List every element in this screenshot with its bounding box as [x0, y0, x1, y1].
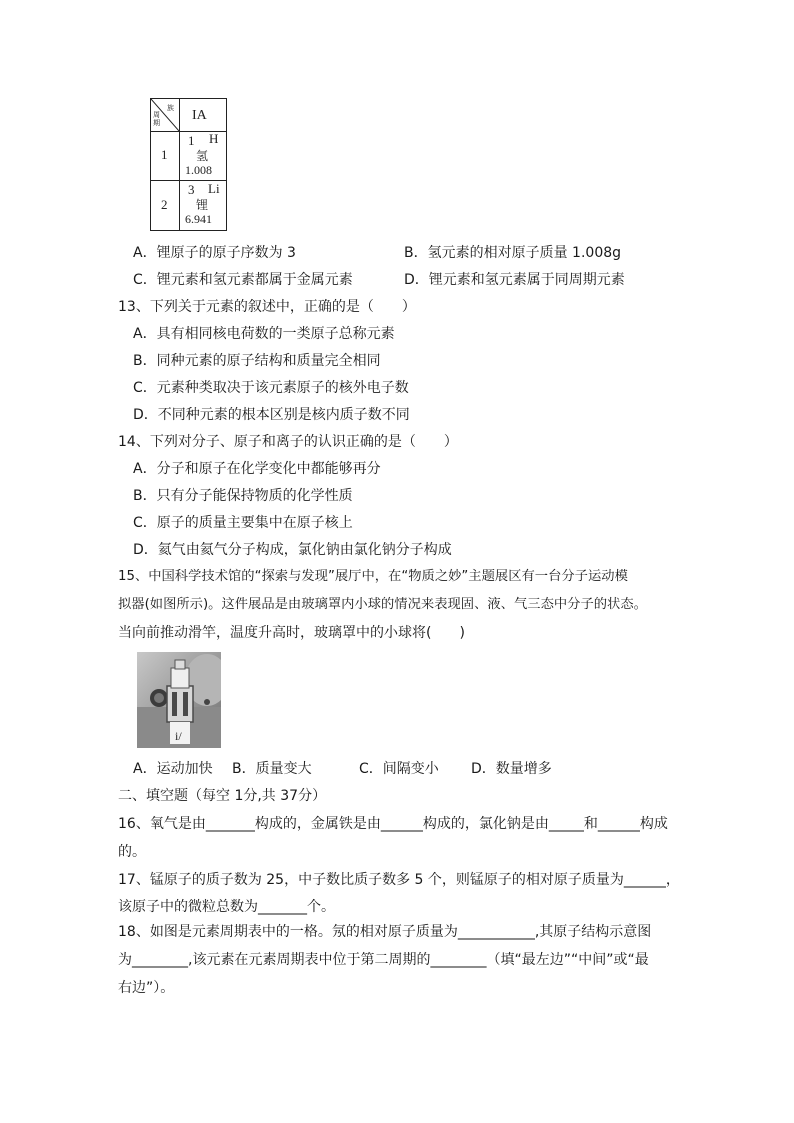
atomic-number-li: 3 — [188, 182, 195, 197]
period-label-2: 2 — [161, 197, 168, 212]
molecular-motion-simulator-photo — [137, 652, 221, 748]
q15-option-c: C．间隔变小 — [359, 761, 439, 777]
q15-option-a: A．运动加快 — [133, 761, 213, 777]
svg-text:i/: i/ — [175, 729, 182, 743]
simulator-image — [137, 652, 221, 748]
q16-line-1: 16、氧气是由_______构成的，金属铁是由______构成的，氯化钠是由_____和______构成 — [118, 816, 668, 832]
q12-option-a: A．锂原子的原子序数为 3 — [133, 245, 296, 261]
q15-stem-line-1: 15、中国科学技术馆的“探索与发现”展厅中，在“物质之妙”主题展区有一台分子运动模 — [118, 569, 628, 584]
q15-option-d: D．数量增多 — [471, 761, 552, 777]
atomic-mass-li: 6.941 — [185, 212, 212, 226]
q13-stem: 13、下列关于元素的叙述中，正确的是（ ） — [118, 299, 416, 315]
periodic-table-excerpt — [150, 98, 227, 231]
q16-line-2: 的。 — [118, 844, 146, 860]
q15-stem-line-2: 拟器(如图所示)。这件展品是由玻璃罩内小球的情况来表现固、液、气三态中分子的状态。 — [118, 597, 647, 612]
corner-label-group: 族 — [167, 104, 174, 112]
q14-option-a: A．分子和原子在化学变化中都能够再分 — [133, 461, 381, 477]
q13-option-a: A．具有相同核电荷数的一类原子总称元素 — [133, 326, 395, 342]
q12-option-c: C．锂元素和氢元素都属于金属元素 — [133, 272, 353, 288]
q14-option-d: D．氦气由氦气分子构成，氯化钠由氯化钠分子构成 — [133, 542, 452, 558]
q14-option-c: C．原子的质量主要集中在原子核上 — [133, 515, 353, 531]
symbol-li: Li — [208, 181, 220, 196]
q18-line-3: 右边”）。 — [118, 980, 175, 996]
q13-option-d: D．不同种元素的根本区别是核内质子数不同 — [133, 407, 410, 423]
element-name-li: 锂 — [196, 198, 209, 212]
q15-stem-line-3: 当向前推动滑竿，温度升高时，玻璃罩中的小球将( ) — [118, 625, 465, 641]
q12-option-b: B．氢元素的相对原子质量 1.008g — [404, 245, 622, 261]
q18-line-2: 为________,该元素在元素周期表中位于第二周期的________（填“最左边”“中间”或“最 — [118, 952, 649, 968]
group-label: IA — [192, 108, 207, 123]
q14-option-b: B．只有分子能保持物质的化学性质 — [133, 488, 353, 504]
corner-label-period: 周期 — [153, 111, 160, 127]
q17-line-2: 该原子中的微粒总数为_______个。 — [118, 899, 335, 915]
atomic-number-h: 1 — [188, 133, 195, 148]
q15-option-b: B．质量变大 — [232, 761, 312, 777]
q17-line-1: 17、锰原子的质子数为 25，中子数比质子数多 5 个，则锰原子的相对原子质量为______， — [118, 872, 680, 888]
q12-option-d: D．锂元素和氢元素属于同周期元素 — [404, 272, 625, 288]
q13-option-b: B．同种元素的原子结构和质量完全相同 — [133, 353, 381, 369]
q13-option-c: C．元素种类取决于该元素原子的核外电子数 — [133, 380, 409, 396]
q14-stem: 14、下列对分子、原子和离子的认识正确的是（ ） — [118, 434, 458, 450]
atomic-mass-h: 1.008 — [185, 163, 212, 177]
q18-line-1: 18、如图是元素周期表中的一格。氖的相对原子质量为___________,其原子结构示意图 — [118, 924, 652, 940]
symbol-h: H — [209, 131, 219, 146]
element-name-h: 氢 — [196, 149, 209, 163]
section-heading-fill-in: 二、填空题（每空 1分,共 37分） — [118, 788, 327, 804]
period-label-1: 1 — [161, 147, 168, 162]
